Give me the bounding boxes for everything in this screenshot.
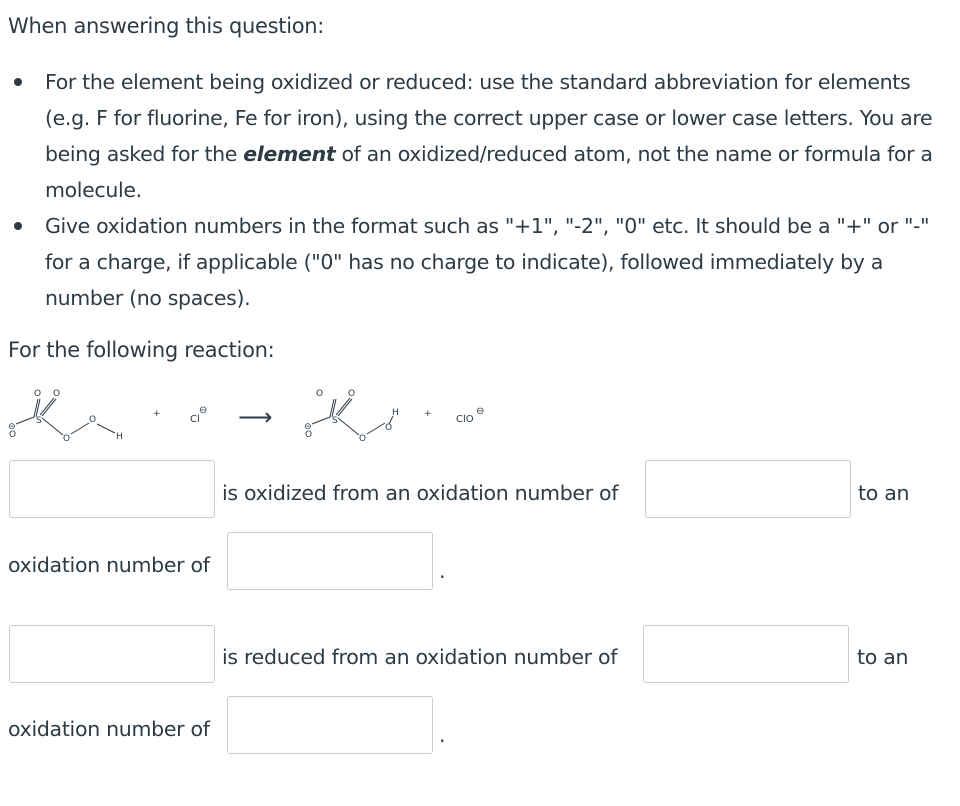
oxidized-from-number-input[interactable]: [645, 460, 851, 518]
instruction-item-element: [0, 64, 960, 208]
instruction-list: [0, 64, 960, 316]
reactant2-charge-icon: ⊖: [199, 405, 208, 416]
product2-charge-icon: ⊖: [476, 406, 485, 417]
reduced-oxidation-number-text: oxidation number of: [8, 717, 210, 741]
reduced-from-text: is reduced from an oxidation number of: [222, 645, 618, 669]
reduced-to-an-text: to an: [857, 645, 909, 669]
instruction-text-after: of an oxidized/reduced atom, not the name or formula for a molecule.: [45, 142, 933, 202]
product1-atom-o-minus: O: [305, 430, 313, 440]
reaction-plus-2: +: [424, 409, 432, 419]
reactant1-charge-icon: ⊖: [8, 422, 16, 432]
instruction-text-format: Give oxidation numbers in the format such as "+1", "-2", "0" etc. It should be a "+" or "-" for a charge, if applicable ("0" has no charge to indicate), followed immediately by a number (no spaces).: [45, 214, 930, 310]
reactant1-atom-h: H: [116, 432, 123, 442]
reactant1-atom-s: S: [36, 416, 42, 426]
bullet-icon: [14, 222, 22, 230]
instruction-item-format: [0, 208, 960, 316]
bullet-icon: [14, 78, 22, 86]
product-peroxymonosulfate-structure: [312, 398, 393, 435]
product1-atom-h: H: [392, 408, 399, 418]
product1-atom-o-top-left: O: [316, 389, 324, 399]
product1-atom-o-bridge: O: [359, 434, 367, 444]
oxidized-oxidation-number-text: oxidation number of: [8, 553, 210, 577]
reactant1-atom-o-minus: O: [9, 430, 17, 440]
reduced-element-input[interactable]: [9, 625, 215, 683]
reactant1-atom-o-top-right: O: [53, 389, 61, 399]
reaction-diagram: [0, 380, 560, 450]
instructions-heading: When answering this question:: [8, 14, 325, 38]
product2-formula: ClO: [456, 414, 474, 425]
reaction-heading: For the following reaction:: [8, 338, 275, 362]
reduced-to-number-input[interactable]: [227, 696, 433, 754]
reduced-period: .: [439, 723, 446, 747]
product1-charge-icon: ⊖: [304, 422, 312, 432]
oxidized-from-text: is oxidized from an oxidation number of: [222, 481, 619, 505]
reduced-from-number-input[interactable]: [643, 625, 849, 683]
oxidized-period: .: [439, 559, 446, 583]
reactant1-atom-o-bridge: O: [63, 434, 71, 444]
reactant1-atom-o-peroxy: O: [89, 415, 97, 425]
instruction-text-before: For the element being oxidized or reduced: use the standard abbreviation for elements (e.g. F for fluorine, Fe for iron), using the correct upper case or lower case letters. You are being asked for the: [45, 70, 933, 166]
oxidized-to-an-text: to an: [858, 481, 910, 505]
oxidized-element-input[interactable]: [9, 460, 215, 518]
product1-atom-o-peroxy: O: [385, 423, 393, 433]
product1-atom-s: S: [332, 416, 338, 426]
instruction-emphasis: element: [243, 142, 336, 166]
reaction-plus-1: +: [153, 409, 161, 419]
reactant1-atom-o-top-left: O: [34, 389, 42, 399]
reactant2-formula: Cl: [190, 414, 200, 425]
oxidized-to-number-input[interactable]: [227, 532, 433, 590]
reaction-arrow: ⟶: [238, 403, 273, 431]
reactant-peroxymonosulfate-structure: [16, 398, 115, 435]
product1-atom-o-top-right: O: [348, 389, 356, 399]
